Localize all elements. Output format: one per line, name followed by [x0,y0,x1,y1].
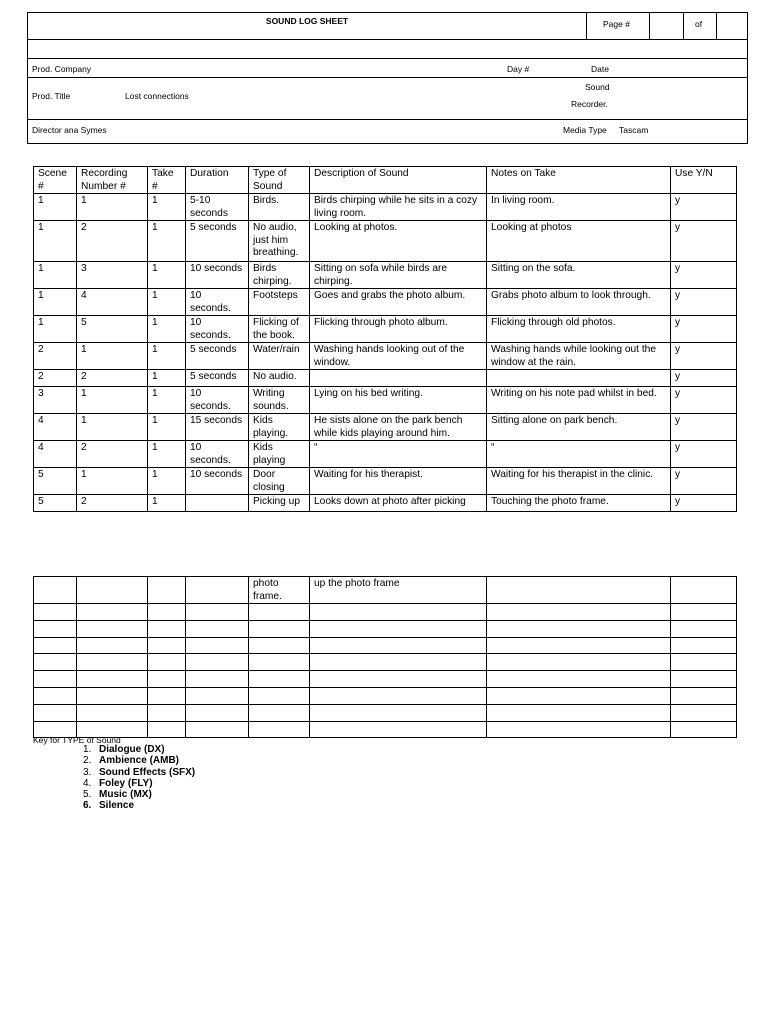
table-cell: Writing sounds. [249,387,310,414]
table-cell: “ [487,441,671,468]
empty-table-cell[interactable] [186,637,249,654]
table-cell: Writing on his note pad whilst in bed. [487,387,671,414]
table-cell: Lying on his bed writing. [310,387,487,414]
empty-table-row [34,604,737,621]
table-cell: 2 [77,221,148,262]
empty-table-cell[interactable] [249,654,310,671]
table-cell: Birds chirping while he sits in a cozy living room. [310,194,487,221]
table-cell: Flicking through photo album. [310,316,487,343]
empty-table-cell[interactable] [487,604,671,621]
prod-title-value: Lost connections [125,91,189,101]
table-cell: y [671,262,737,289]
table-cell: Looking at photos [487,221,671,262]
empty-table-row [34,721,737,738]
table-cell: 2 [77,495,148,512]
table-cell: 1 [148,387,186,414]
empty-table-cell[interactable] [186,654,249,671]
empty-table-cell[interactable] [487,637,671,654]
empty-table-cell[interactable] [186,671,249,688]
table-cell: Kids playing [249,441,310,468]
empty-table-cell[interactable] [249,620,310,637]
empty-table-cell[interactable] [148,604,186,621]
key-item [83,767,195,778]
table-cell: Door closing [249,468,310,495]
table-cell: 4 [77,289,148,316]
table-cell: Touching the photo frame. [487,495,671,512]
column-header: Scene # [34,167,77,194]
table-cell: 1 [148,289,186,316]
table-cell: y [671,468,737,495]
column-header: Use Y/N [671,167,737,194]
empty-table-cell[interactable] [34,620,77,637]
empty-table-cell[interactable] [148,654,186,671]
table-cell: y [671,343,737,370]
table-cell: Birds chirping. [249,262,310,289]
table-cell: 10 seconds [186,262,249,289]
table-cell: No audio. [249,370,310,387]
empty-table-cell[interactable] [249,604,310,621]
table-cell [671,577,737,604]
table-row [34,577,737,604]
table-cell: Footsteps [249,289,310,316]
table-cell: Flicking through old photos. [487,316,671,343]
header-director-row [28,120,747,144]
column-header: Notes on Take [487,167,671,194]
key-item [83,755,195,766]
key-item [83,800,195,811]
table-cell: up the photo frame [310,577,487,604]
empty-table-cell[interactable] [77,654,148,671]
table-cell: 1 [34,316,77,343]
table-cell [487,370,671,387]
key-item-number: 2. [83,755,92,767]
table-cell: y [671,316,737,343]
empty-table-cell[interactable] [186,604,249,621]
header-company-row [28,59,747,78]
key-item [83,778,195,789]
table-cell: 1 [148,441,186,468]
empty-table-row [34,637,737,654]
key-item-number: 3. [83,766,92,778]
table-cell [148,577,186,604]
sound-type-key-list [83,744,195,812]
empty-table-cell[interactable] [310,604,487,621]
empty-table-cell[interactable] [310,721,487,738]
date-label: Date [591,64,609,74]
table-cell: 10 seconds. [186,289,249,316]
table-row [34,289,737,316]
table-cell: Grabs photo album to look through. [487,289,671,316]
empty-table-cell[interactable] [310,704,487,721]
empty-table-cell[interactable] [487,687,671,704]
empty-table-cell[interactable] [148,620,186,637]
table-cell: 3 [34,387,77,414]
table-cell: Washing hands while looking out the window at the rain. [487,343,671,370]
table-cell: 1 [148,370,186,387]
table-cell: 10 seconds. [186,441,249,468]
sheet-header [27,12,748,144]
key-item-number: 5. [83,789,92,801]
empty-table-cell[interactable] [34,687,77,704]
director-label: Director ana Symes [32,125,107,135]
key-item-label: Foley (FLY) [99,777,153,789]
table-cell [34,577,77,604]
table-cell: y [671,414,737,441]
table-cell: 5 seconds [186,343,249,370]
column-header: Recording Number # [77,167,148,194]
sound-log-table [33,166,737,512]
table-cell [77,577,148,604]
key-item-number: 1. [83,744,92,755]
empty-table-cell[interactable] [671,637,737,654]
table-cell: 1 [34,221,77,262]
empty-table-cell[interactable] [487,620,671,637]
table-cell [186,495,249,512]
empty-table-cell[interactable] [310,654,487,671]
table-cell: Looks down at photo after picking [310,495,487,512]
empty-table-cell[interactable] [671,604,737,621]
empty-table-cell[interactable] [148,704,186,721]
table-cell: y [671,194,737,221]
empty-table-cell[interactable] [310,671,487,688]
empty-table-cell[interactable] [671,704,737,721]
table-cell [487,577,671,604]
prod-company-label: Prod. Company [32,64,92,74]
empty-table-cell[interactable] [249,671,310,688]
column-header: Take # [148,167,186,194]
table-cell: y [671,495,737,512]
table-row [34,194,737,221]
table-cell: y [671,387,737,414]
table-row [34,262,737,289]
table-cell: 4 [34,441,77,468]
empty-table-cell[interactable] [186,721,249,738]
empty-table-cell[interactable] [671,687,737,704]
table-cell: 2 [34,343,77,370]
empty-table-cell[interactable] [487,671,671,688]
table-cell: 5 seconds [186,221,249,262]
key-item-number: 6. [83,800,92,812]
empty-table-cell[interactable] [77,687,148,704]
table-cell: y [671,221,737,262]
table-row [34,495,737,512]
key-item-label: Silence [99,800,135,812]
empty-table-cell[interactable] [34,604,77,621]
empty-table-cell[interactable] [148,671,186,688]
column-header: Duration [186,167,249,194]
table-cell: 2 [34,370,77,387]
header-title-row [28,13,747,40]
table-cell: Waiting for his therapist in the clinic. [487,468,671,495]
table-cell: y [671,441,737,468]
empty-table-cell[interactable] [671,620,737,637]
empty-table-cell[interactable] [310,620,487,637]
table-row [34,316,737,343]
prod-title-label: Prod. Title [32,91,71,101]
table-row [34,343,737,370]
table-cell: 5 [34,495,77,512]
table-cell: 1 [34,289,77,316]
table-cell: 1 [77,343,148,370]
table-cell: 10 seconds [186,468,249,495]
table-cell: 1 [77,468,148,495]
table-cell: 1 [77,387,148,414]
table-cell: 1 [148,495,186,512]
table-cell: In living room. [487,194,671,221]
key-item-label: Ambience (AMB) [99,755,180,767]
table-cell: 1 [77,414,148,441]
table-row [34,387,737,414]
table-cell: 1 [148,316,186,343]
empty-table-cell[interactable] [671,671,737,688]
table-cell: Looking at photos. [310,221,487,262]
key-item-label: Music (MX) [99,789,152,801]
empty-table-cell[interactable] [249,721,310,738]
empty-table-cell[interactable] [249,704,310,721]
table-cell: 1 [34,262,77,289]
empty-table-cell[interactable] [310,687,487,704]
header-title-info-row [28,78,747,120]
table-cell: Birds. [249,194,310,221]
table-cell: Kids playing. [249,414,310,441]
empty-table-cell[interactable] [249,687,310,704]
sound-label: Sound [585,82,610,92]
table-cell: 1 [148,221,186,262]
table-row [34,468,737,495]
table-cell: Water/rain [249,343,310,370]
table-cell: 2 [77,441,148,468]
empty-table-cell[interactable] [148,687,186,704]
table-row [34,441,737,468]
empty-table-cell[interactable] [148,637,186,654]
table-cell: He sists alone on the park bench while kids playing around him. [310,414,487,441]
sound-log-continuation-table [33,576,737,738]
empty-table-cell[interactable] [487,654,671,671]
table-cell [310,370,487,387]
table-cell: Flicking of the book. [249,316,310,343]
empty-table-cell[interactable] [186,620,249,637]
empty-table-cell[interactable] [148,721,186,738]
empty-table-cell[interactable] [34,654,77,671]
table-cell: Washing hands looking out of the window. [310,343,487,370]
empty-table-cell[interactable] [77,637,148,654]
table-cell: y [671,289,737,316]
empty-table-cell[interactable] [186,704,249,721]
day-label: Day # [507,64,530,74]
empty-table-cell[interactable] [249,637,310,654]
page-of-label: of [695,19,703,29]
empty-table-cell[interactable] [34,704,77,721]
table-header-row [34,167,737,194]
media-type-label: Media Type [563,125,607,135]
table-row [34,414,737,441]
empty-table-cell[interactable] [77,604,148,621]
recorder-label: Recorder. [571,99,608,109]
empty-table-row [34,620,737,637]
header-blank-row [28,40,747,59]
table-cell: No audio, just him breathing. [249,221,310,262]
media-type-value: Tascam [619,125,649,135]
table-cell [186,577,249,604]
table-cell: 1 [148,262,186,289]
key-item [83,789,195,800]
key-item-label: Dialogue (DX) [99,744,165,755]
empty-table-cell[interactable] [34,671,77,688]
table-cell: 5 [77,316,148,343]
table-cell: y [671,370,737,387]
key-item-number: 4. [83,777,92,789]
table-cell: Sitting on the sofa. [487,262,671,289]
column-header: Type of Sound [249,167,310,194]
table-cell: 10 seconds. [186,316,249,343]
table-cell: Goes and grabs the photo album. [310,289,487,316]
table-cell: Waiting for his therapist. [310,468,487,495]
table-cell: 1 [34,194,77,221]
table-cell: 5-10 seconds [186,194,249,221]
key-item-label: Sound Effects (SFX) [99,766,196,778]
key-item [83,744,195,755]
table-row [34,221,737,262]
empty-table-cell[interactable] [77,671,148,688]
sound-type-key-title: Key for TYPE of Sound [33,735,121,745]
table-cell: photo frame. [249,577,310,604]
table-cell: “ [310,441,487,468]
table-cell: 1 [77,194,148,221]
table-cell: 15 seconds [186,414,249,441]
empty-table-row [34,671,737,688]
empty-table-row [34,687,737,704]
table-cell: Sitting alone on park bench. [487,414,671,441]
empty-table-cell[interactable] [34,637,77,654]
table-cell: 5 [34,468,77,495]
table-cell: 1 [148,414,186,441]
empty-table-cell[interactable] [186,687,249,704]
table-cell: 4 [34,414,77,441]
table-cell: 3 [77,262,148,289]
sheet-title: SOUND LOG SHEET [265,16,349,26]
empty-table-row [34,704,737,721]
empty-table-row [34,654,737,671]
table-row [34,370,737,387]
empty-table-cell[interactable] [671,654,737,671]
table-cell: 1 [148,194,186,221]
table-cell: 10 seconds. [186,387,249,414]
table-cell: Sitting on sofa while birds are chirping. [310,262,487,289]
table-cell: 1 [148,468,186,495]
column-header: Description of Sound [310,167,487,194]
empty-table-cell[interactable] [77,620,148,637]
table-cell: 2 [77,370,148,387]
table-cell: Picking up [249,495,310,512]
table-cell: 5 seconds [186,370,249,387]
page-number-label: Page # [603,19,630,29]
empty-table-cell[interactable] [487,721,671,738]
empty-table-cell[interactable] [77,704,148,721]
empty-table-cell[interactable] [671,721,737,738]
empty-table-cell[interactable] [310,637,487,654]
empty-table-cell[interactable] [487,704,671,721]
table-cell: 1 [148,343,186,370]
